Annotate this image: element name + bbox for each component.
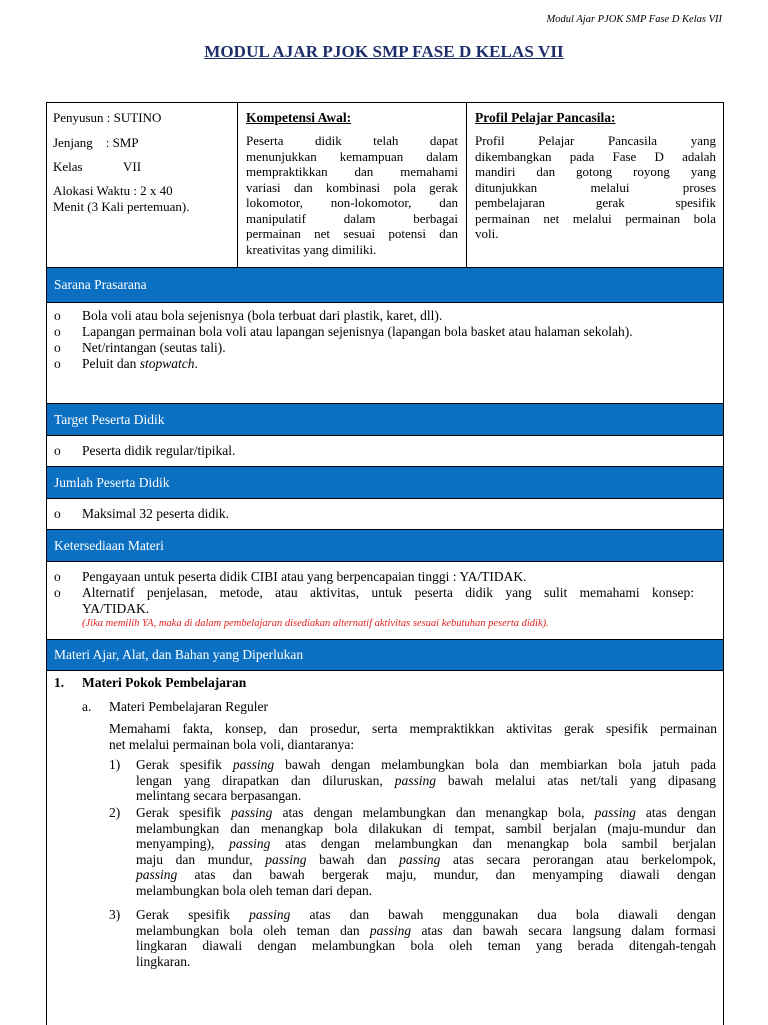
text-line: lengan yang dirapatkan dan diluruskan, passing bawah melalui atas net/tali yang dipasang [136, 772, 716, 788]
text-line: passing atas dan bawah bergerak maju, mundur, dan menyamping diawali dengan [136, 867, 716, 882]
list-item: o Net/rintangan (seutas tali). [54, 340, 226, 355]
jumlah-heading: Jumlah Peserta Didik [47, 467, 723, 499]
materi-intro: Memahami fakta, konsep, dan prosedur, serta mempraktikkan aktivitas gerak spesifik permainan net melalui permainan bola voli, diantaranya: [109, 721, 717, 752]
kelas-label: Kelas [53, 159, 83, 174]
text-line: dikembangkan pada Fase D adalah [475, 148, 716, 164]
materi-item-text [136, 805, 716, 898]
alokasi-line-2: Menit (3 Kali pertemuan). [53, 199, 190, 214]
list-item: o Maksimal 32 peserta didik. [54, 506, 229, 521]
text-line: Profil Pelajar Pancasila yang [475, 133, 716, 148]
sub-number: a. [82, 699, 92, 714]
list-item: o Peluit dan stopwatch. [54, 356, 198, 371]
text-line: Gerak spesifik passing atas dan bawah menggunakan dua bola diawali dengan [136, 907, 716, 922]
text-line: voli. [475, 226, 499, 241]
text-line: mandiri dan gotong royong yang [475, 164, 716, 179]
identity-cell [47, 103, 238, 267]
bullet-icon: o [54, 324, 61, 339]
profil-text [475, 133, 716, 242]
sarana-heading: Sarana Prasarana [47, 268, 723, 303]
materi-heading: Materi Ajar, Alat, dan Bahan yang Diperlukan [47, 640, 723, 671]
bullet-icon: o [54, 340, 61, 355]
list-item: o Lapangan permainan bola voli atau lapangan sejenisnya (lapangan bola basket atau halaman sekolah). [54, 324, 633, 339]
item-number: 3) [109, 907, 121, 922]
text-line: manipulatif dalam berbagai [246, 210, 458, 226]
list-item: o Alternatif penjelasan, metode, atau aktivitas, untuk peserta didik yang sulit memahami konsep: YA/TIDAK. [54, 585, 694, 616]
text-line: pembelajaran gerak spesifik [475, 195, 716, 210]
list-item: o Peserta didik regular/tipikal. [54, 443, 236, 458]
text-line: melambungkan bola oleh teman dari depan. [136, 882, 373, 898]
module-table [46, 102, 724, 1025]
text-line: ditunjukkan melalui proses [475, 179, 716, 195]
text-line: menunjukkan kemampuan dalam [246, 148, 458, 164]
penyusun-text: Penyusun : SUTINO [53, 110, 162, 125]
bullet-icon: o [54, 506, 61, 521]
list-item: o Pengayaan untuk peserta didik CIBI atau yang berpencapaian tinggi : YA/TIDAK. [54, 569, 527, 584]
text-line: melambungkan bola oleh teman dan passing atas dan bawah secara langsung dalam formasi [136, 922, 716, 938]
ketersediaan-heading: Ketersediaan Materi [47, 530, 723, 562]
text-line: kreativitas yang dimiliki. [246, 241, 377, 257]
ketersediaan-note: (Jika memilih YA, maka di dalam pembelajaran disediakan alternatif aktivitas sesuai kebutuhan peserta didik). [82, 618, 549, 629]
target-section [47, 436, 723, 467]
kompetensi-text [246, 133, 458, 257]
point-title: Materi Pokok Pembelajaran [82, 675, 247, 690]
bullet-icon: o [54, 443, 61, 458]
text-line: permainan net sesuai potensi dan [246, 226, 458, 241]
materi-item-text [136, 907, 716, 969]
text-line: variasi dan kombinasi pola gerak [246, 179, 458, 195]
kompetensi-cell [238, 103, 467, 267]
sarana-section [47, 303, 723, 404]
profil-heading: Profil Pelajar Pancasila: [475, 110, 616, 125]
text-line: Peserta didik telah dapat [246, 133, 458, 148]
text-line: menyamping), passing atas dengan melambungkan dan menangkap bola sambil berjalan [136, 836, 716, 851]
materi-section [47, 671, 723, 1025]
bullet-icon: o [54, 585, 61, 600]
alokasi-line-1: Alokasi Waktu : 2 x 40 [53, 183, 173, 198]
document-title: MODUL AJAR PJOK SMP FASE D KELAS VII [204, 42, 564, 61]
jenjang-text: Jenjang : SMP [53, 135, 139, 150]
jumlah-section [47, 499, 723, 530]
running-header: Modul Ajar PJOK SMP Fase D Kelas VII [546, 14, 722, 25]
target-heading: Target Peserta Didik [47, 404, 723, 436]
item-number: 2) [109, 805, 121, 820]
ketersediaan-section [47, 562, 723, 640]
text-line: melintang secara berpasangan. [136, 788, 302, 803]
text-line: maju dan mundur, passing bawah dan passing atas secara perorangan atau berkelompok, [136, 851, 716, 867]
bullet-icon: o [54, 308, 61, 323]
bullet-icon: o [54, 356, 61, 371]
kompetensi-heading: Kompetensi Awal: [246, 110, 352, 125]
text-line: mempraktikkan dan memahami [246, 164, 458, 179]
text-line: melambungkan dan menangkap bola dilakukan di tempat, sambil berjalan (maju-mundur dan [136, 820, 716, 836]
materi-item-text [136, 757, 716, 804]
text-line: lingkaran diawali dengan melambungkan bola oleh teman yang berada ditengah-tengah [136, 938, 716, 953]
text-line: lingkaran. [136, 953, 191, 969]
text-line: Gerak spesifik passing bawah dengan melambungkan bola dan membiarkan bola jatuh pada [136, 757, 717, 772]
text-line: permainan net melalui permainan bola [475, 210, 716, 226]
list-item: o Bola voli atau bola sejenisnya (bola terbuat dari plastik, karet, dll). [54, 308, 443, 323]
item-number: 1) [109, 757, 121, 772]
text-line: Gerak spesifik passing atas dengan melambungkan dan menangkap bola, passing atas dengan [136, 805, 716, 820]
identity-row [47, 103, 723, 268]
sub-title: Materi Pembelajaran Reguler [109, 699, 268, 714]
text-line: lokomotor, non-lokomotor, dan [246, 195, 458, 210]
profil-cell [467, 103, 723, 267]
kelas-value: VII [123, 159, 142, 174]
point-number: 1. [54, 675, 65, 690]
bullet-icon: o [54, 569, 61, 584]
